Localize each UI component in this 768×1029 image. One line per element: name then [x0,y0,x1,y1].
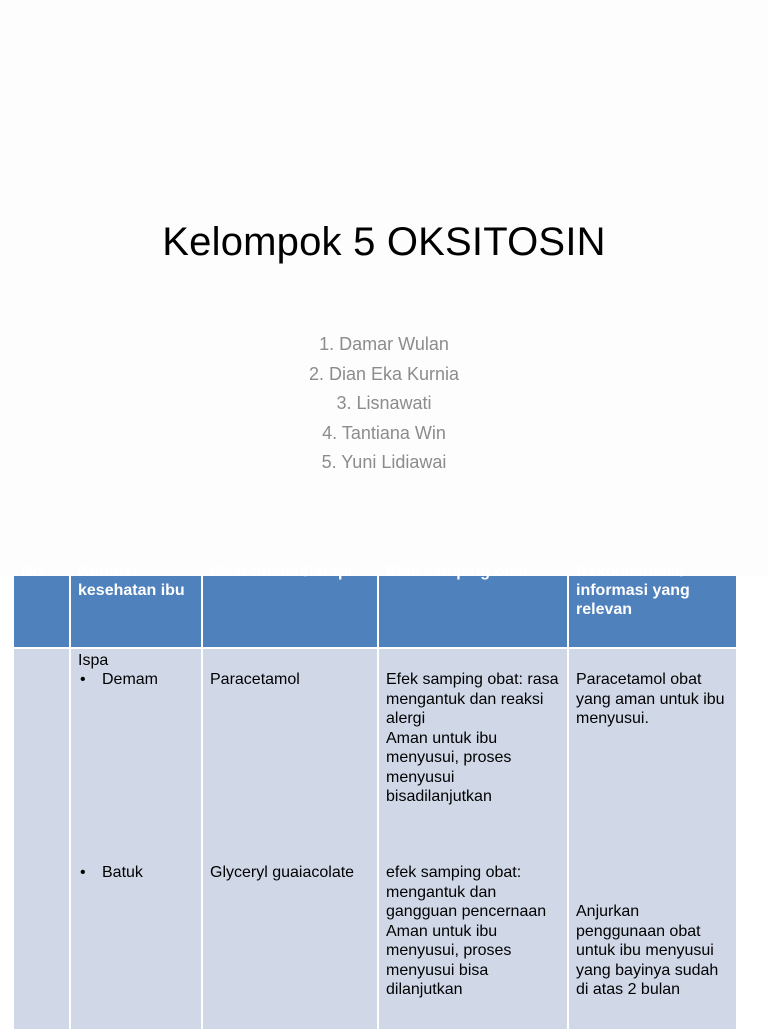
slide-title: Kelompok 5 OKSITOSIN [162,220,606,264]
header-no: No [14,576,69,647]
kondisi-label: Ispa [78,652,109,669]
member-item: 4. Tantiana Win [322,422,446,443]
cell-obat [203,649,377,1029]
kondisi-item-demam: • Demam [78,670,197,690]
medication-table [14,563,736,1024]
header-obat: Obat-obatan/terapi [203,576,377,647]
cell-no [14,649,69,1029]
cell-efek [379,649,567,1029]
member-item: 1. Damar Wulan [319,334,449,354]
cell-kondisi [71,649,201,1029]
obat-batuk: Glyceryl guaiacolate [210,864,355,881]
header-efek: Efek samping obat [379,576,567,647]
header-rekomendasi: Rekomendasi/ informasi yang relevan [569,576,736,647]
efek-demam: Efek samping obat: rasa mengantuk dan reaksi alergi Aman untuk ibu menyusui, proses menyusui bisadilanjutkan [386,671,559,805]
member-item: 3. Lisnawati [336,393,432,414]
header-kondisi: Kondisi kesehatan ibu [71,576,201,647]
rekomendasi-demam: Paracetamol obat yang aman untuk ibu menyusui. [576,671,725,727]
member-list [0,332,768,480]
member-item: 5. Yuni Lidiawai [321,452,447,473]
efek-batuk: efek samping obat: mengantuk dan gangguan pencernaan Aman untuk ibu menyusui, proses menyusui bisa dilanjutkan [386,864,547,998]
member-item: 2. Dian Eka Kurnia [308,363,460,384]
table-slide [0,563,768,1024]
cell-rekomendasi [569,649,736,1029]
kondisi-item-batuk: • Batuk [78,863,197,883]
obat-demam: Paracetamol [210,671,300,688]
rekomendasi-batuk: Anjurkan penggunaan obat untuk ibu menyusui yang bayinya sudah di atas 2 bulan [576,903,719,998]
